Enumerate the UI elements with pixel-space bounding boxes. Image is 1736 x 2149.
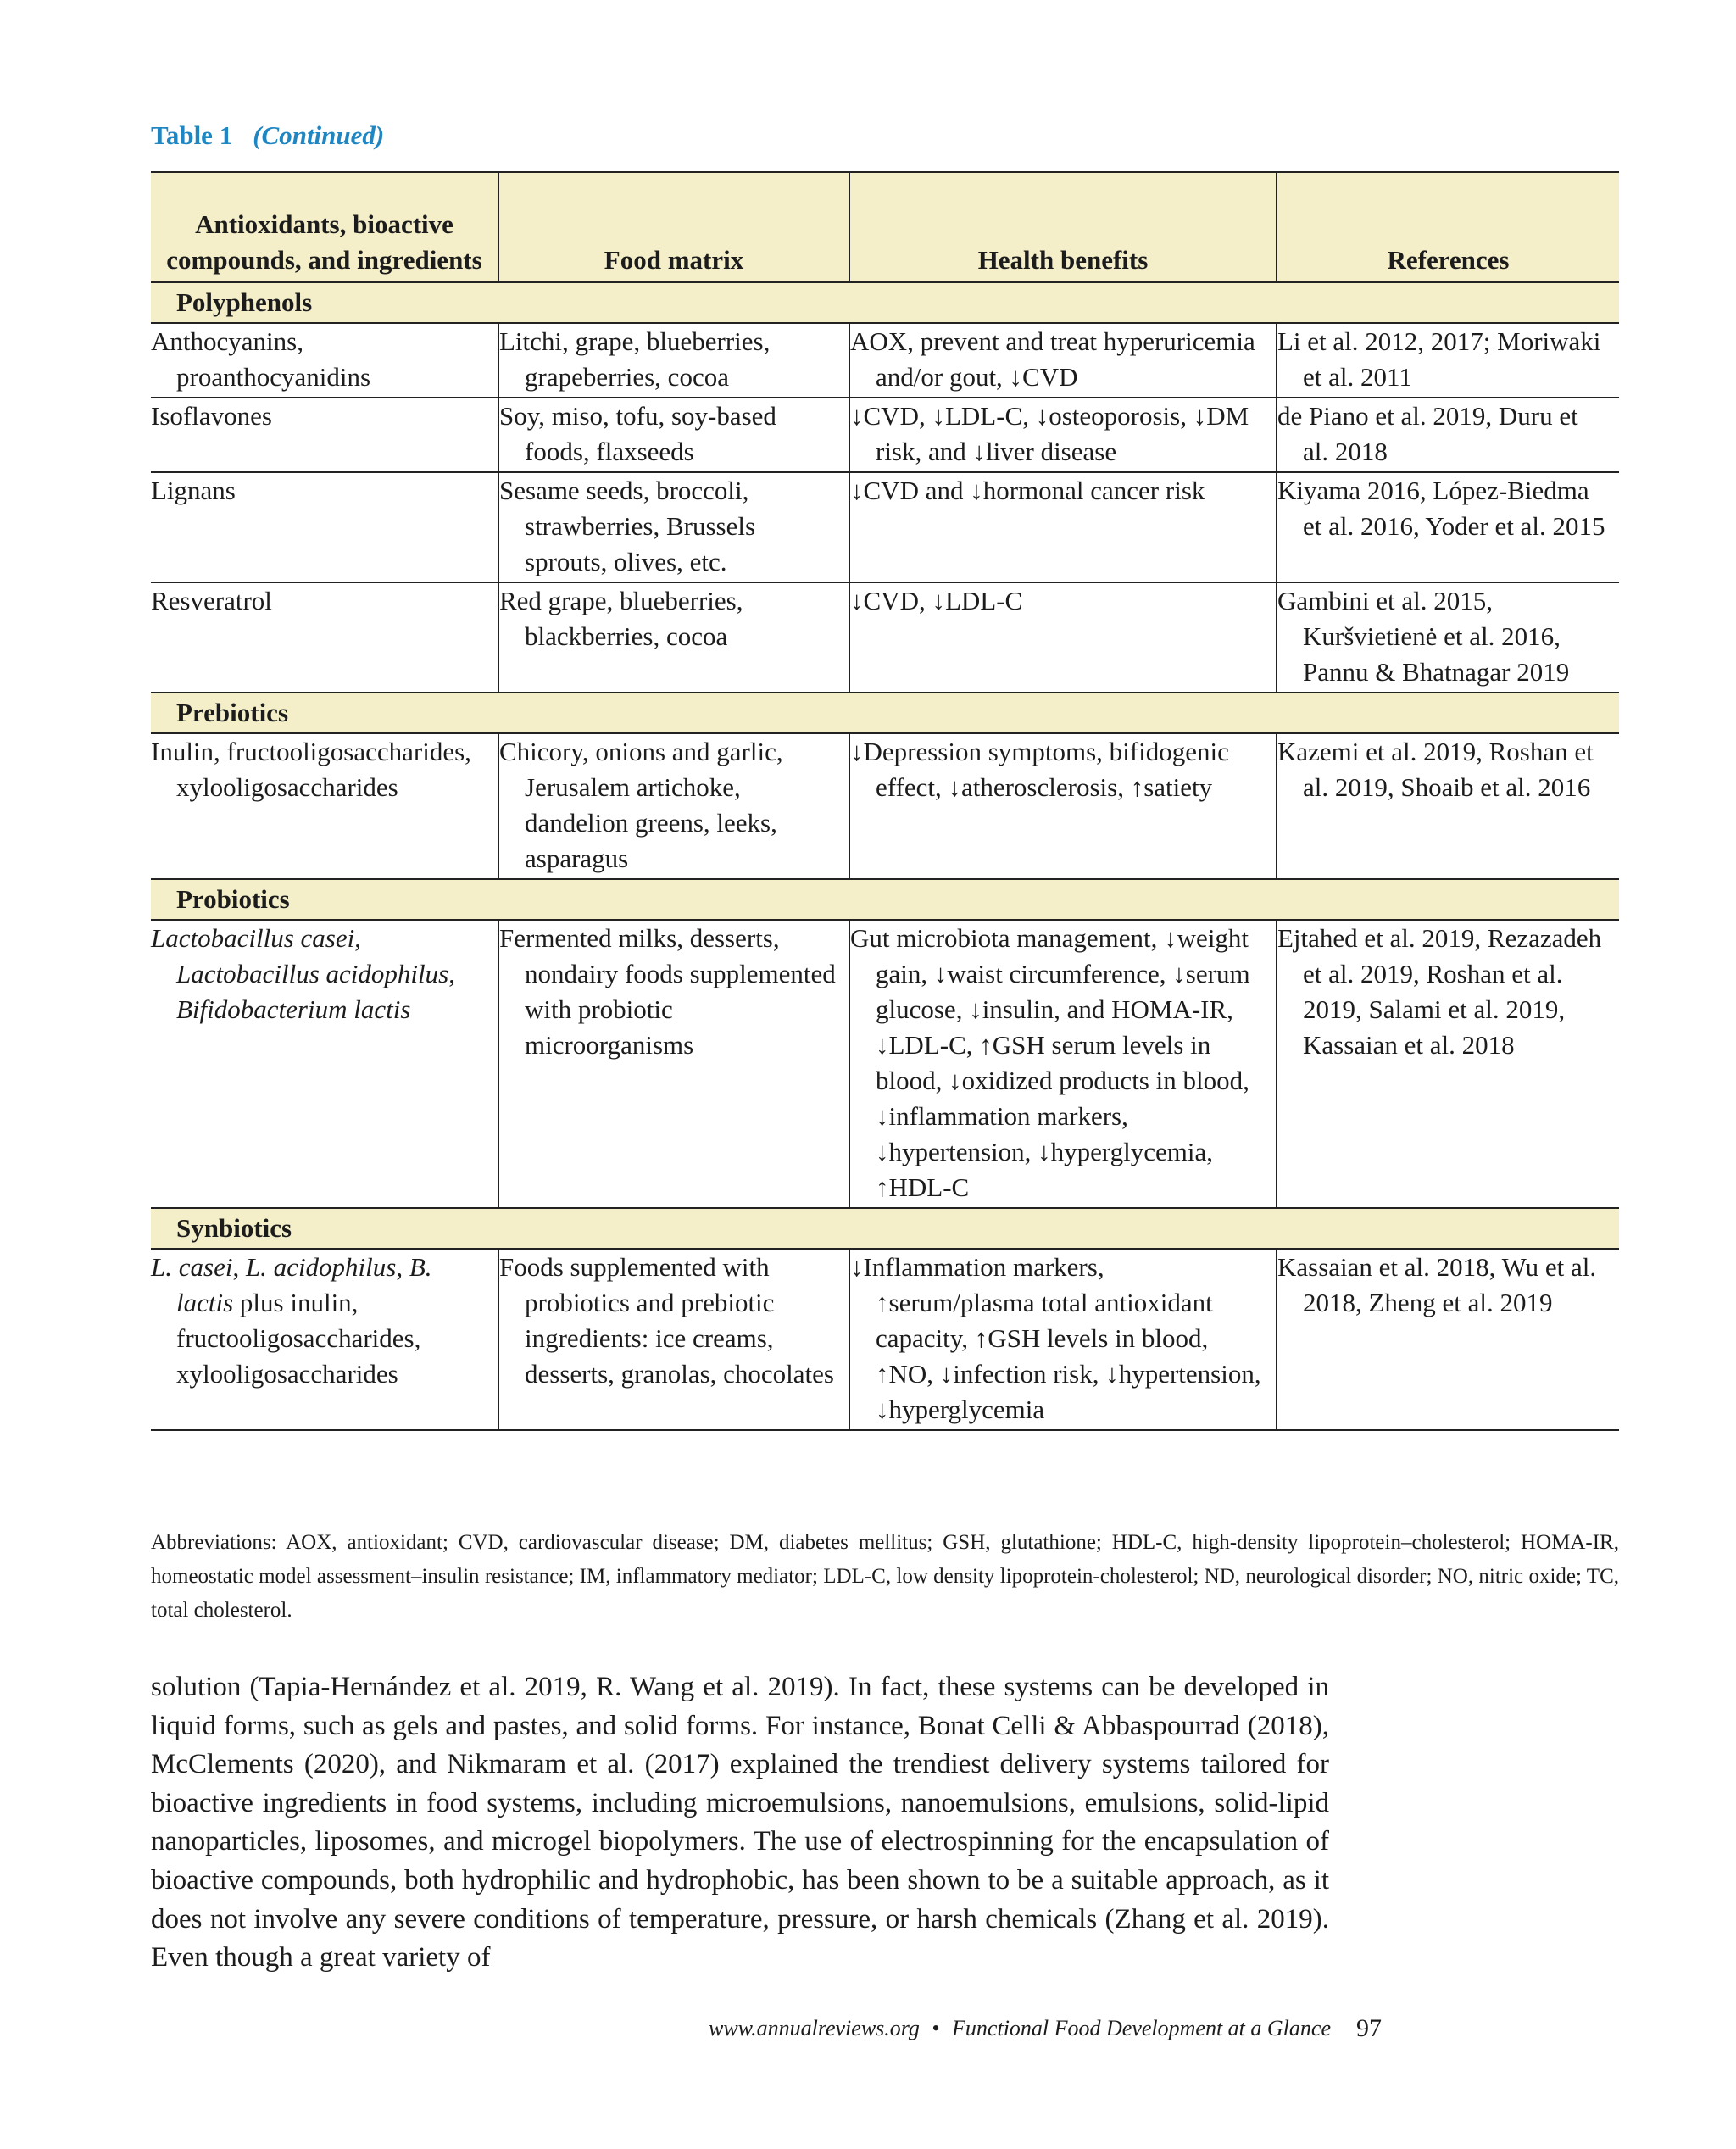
cell-compound: Resveratrol [151, 582, 498, 693]
table-row [151, 472, 1619, 582]
footer-bullet: • [932, 2016, 940, 2040]
cell-refs: Kazemi et al. 2019, Roshan et al. 2019, Shoaib et al. 2016 [1277, 733, 1619, 879]
compounds-table [151, 171, 1619, 1431]
cell-food: Soy, miso, tofu, soy-based foods, flaxseeds [498, 398, 849, 472]
header-health-benefits: Health benefits [849, 172, 1277, 282]
cell-benefits: AOX, prevent and treat hyperuricemia and/or gout, ↓CVD [849, 323, 1277, 398]
cell-refs: Kiyama 2016, López-Biedma et al. 2016, Yoder et al. 2015 [1277, 472, 1619, 582]
header-references: References [1277, 172, 1619, 282]
cell-compound: Anthocyanins, proanthocyanidins [151, 323, 498, 398]
compound-b-lactis: B. lactis [176, 1252, 432, 1317]
cell-food: Fermented milks, desserts, nondairy foods supplemented with probiotic microorganisms [498, 920, 849, 1208]
compound-l-casei: L. casei [151, 1252, 233, 1282]
table-row [151, 920, 1619, 1208]
running-footer [661, 2016, 1331, 2041]
table-row [151, 733, 1619, 879]
cell-food: Chicory, onions and garlic, Jerusalem artichoke, dandelion greens, leeks, asparagus [498, 733, 849, 879]
section-probiotics: Probiotics [151, 879, 1619, 920]
header-food-matrix: Food matrix [498, 172, 849, 282]
cell-benefits: ↓CVD, ↓LDL-C, ↓osteoporosis, ↓DM risk, and ↓liver disease [849, 398, 1277, 472]
cell-compound: Isoflavones [151, 398, 498, 472]
compound-l-casei: Lactobacillus casei [151, 923, 355, 953]
cell-benefits: ↓Inflammation markers, ↑serum/plasma total antioxidant capacity, ↑GSH levels in blood, ↑NO, ↓infection risk, ↓hypertension, ↓hyperglycemia [849, 1249, 1277, 1430]
cell-food: Red grape, blueberries, blackberries, cocoa [498, 582, 849, 693]
cell-compound: Lignans [151, 472, 498, 582]
section-prebiotics: Prebiotics [151, 693, 1619, 733]
cell-benefits: ↓Depression symptoms, bifidogenic effect, ↓atherosclerosis, ↑satiety [849, 733, 1277, 879]
table-continued: (Continued) [253, 120, 385, 150]
table-abbreviations: Abbreviations: AOX, antioxidant; CVD, cardiovascular disease; DM, diabetes mellitus; GSH, glutathione; HDL-C, high-density lipoprotein–cholesterol; HOMA-IR, homeostatic model assessment–insulin resistance; IM, inflammatory mediator; LDL-C, low density lipoprotein-cholesterol; ND, neurological disorder; NO, nitric oxide; TC, total cholesterol. [151, 1531, 1619, 1622]
compound-rest: plus inulin, fructooligosaccharides, xylooligosaccharides [176, 1288, 421, 1389]
section-row-probiotics [151, 879, 1619, 920]
cell-benefits: ↓CVD and ↓hormonal cancer risk [849, 472, 1277, 582]
compound-l-acidophilus: L. acidophilus [245, 1252, 397, 1282]
section-row-synbiotics [151, 1208, 1619, 1249]
cell-food: Foods supplemented with probiotics and prebiotic ingredients: ice creams, desserts, granolas, chocolates [498, 1249, 849, 1430]
cell-compound: Inulin, fructooligosaccharides, xylooligosaccharides [151, 733, 498, 879]
cell-benefits: Gut microbiota management, ↓weight gain, ↓waist circumference, ↓serum glucose, ↓insulin, and HOMA-IR, ↓LDL-C, ↑GSH serum levels in blood, ↓oxidized products in blood, ↓inflammation markers, ↓hypertension, ↓hyperglycemia, ↑HDL-C [849, 920, 1277, 1208]
table-row [151, 1249, 1619, 1430]
cell-food: Sesame seeds, broccoli, strawberries, Brussels sprouts, olives, etc. [498, 472, 849, 582]
page-number: 97 [1356, 2014, 1382, 2042]
cell-refs: Kassaian et al. 2018, Wu et al. 2018, Zheng et al. 2019 [1277, 1249, 1619, 1430]
cell-food: Litchi, grape, blueberries, grapeberries, cocoa [498, 323, 849, 398]
table-row [151, 398, 1619, 472]
cell-benefits: ↓CVD, ↓LDL-C [849, 582, 1277, 693]
cell-refs: Li et al. 2012, 2017; Moriwaki et al. 2011 [1277, 323, 1619, 398]
compound-b-lactis: Bifidobacterium lactis [176, 994, 411, 1024]
section-polyphenols: Polyphenols [151, 282, 1619, 323]
table-title [151, 120, 384, 151]
cell-refs: de Piano et al. 2019, Duru et al. 2018 [1277, 398, 1619, 472]
footer-running-title: Functional Food Development at a Glance [952, 2016, 1331, 2040]
table-row [151, 323, 1619, 398]
section-row-prebiotics [151, 693, 1619, 733]
cell-refs: Ejtahed et al. 2019, Rezazadeh et al. 2019, Roshan et al. 2019, Salami et al. 2019, Kassaian et al. 2018 [1277, 920, 1619, 1208]
cell-compound: L. casei, L. acidophilus, B. lactis plus inulin, fructooligosaccharides, xylooligosaccharides [151, 1249, 498, 1430]
section-synbiotics: Synbiotics [151, 1208, 1619, 1249]
cell-refs: Gambini et al. 2015, Kuršvietienė et al. 2016, Pannu & Bhatnagar 2019 [1277, 582, 1619, 693]
cell-compound: Lactobacillus casei, Lactobacillus acidophilus, Bifidobacterium lactis [151, 920, 498, 1208]
table-label: Table 1 [151, 120, 233, 150]
body-paragraph: solution (Tapia-Hernández et al. 2019, R. Wang et al. 2019). In fact, these systems can be developed in liquid forms, such as gels and pastes, and solid forms. For instance, Bonat Celli & Abbaspourrad (2018), McClements (2020), and Nikmaram et al. (2017) explained the trendiest delivery systems tailored for bioactive ingredients in food systems, including microemulsions, nanoemulsions, emulsions, solid-lipid nanoparticles, liposomes, and microgel biopolymers. The use of electrospinning for the encapsulation of bioactive compounds, both hydrophilic and hydrophobic, has been shown to be a suitable approach, as it does not involve any severe conditions of temperature, pressure, or harsh chemicals (Zhang et al. 2019). Even though a great variety of [151, 1672, 1329, 1974]
table-row [151, 582, 1619, 693]
footer-url: www.annualreviews.org [709, 2016, 920, 2040]
table-header-row [151, 172, 1619, 282]
compound-l-acidophilus: Lactobacillus acidophilus [176, 959, 449, 988]
section-row-polyphenols [151, 282, 1619, 323]
header-compounds: Antioxidants, bioactive compounds, and ingredients [151, 172, 498, 282]
